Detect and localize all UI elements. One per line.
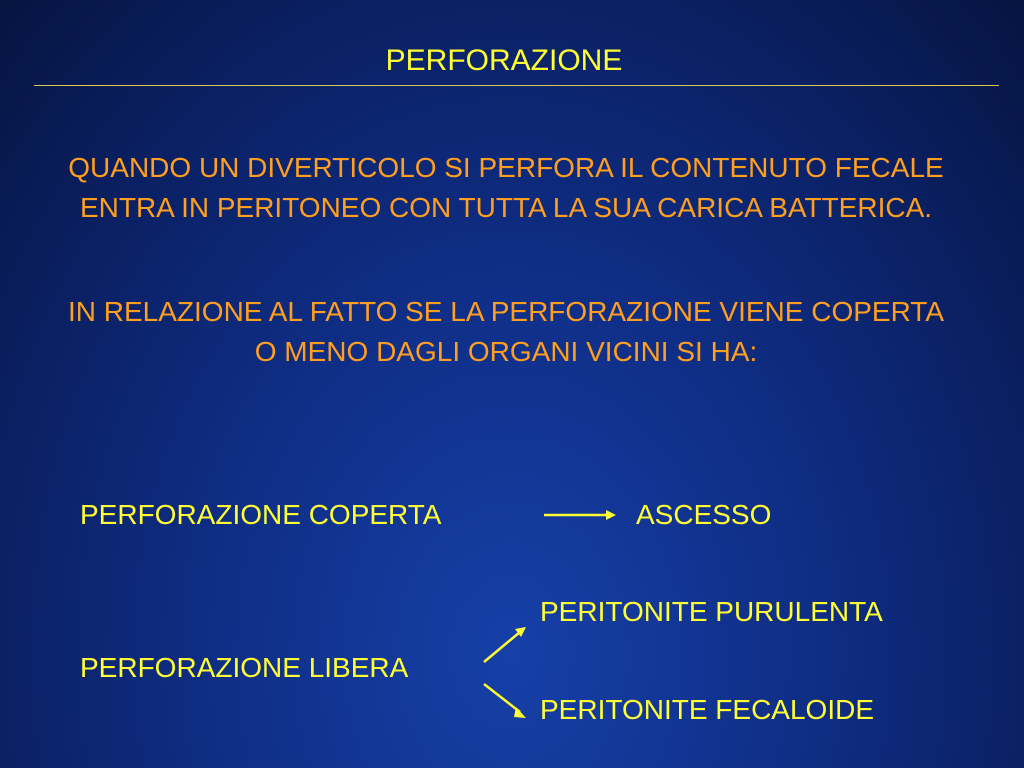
relation-paragraph: IN RELAZIONE AL FATTO SE LA PERFORAZIONE VIENE COPERTA O MENO DAGLI ORGANI VICINI SI HA: — [68, 296, 944, 367]
purulent-peritonitis-label: PERITONITE PURULENTA — [540, 596, 883, 627]
down-right-arrow-icon — [478, 676, 538, 736]
abscess-label: ASCESSO — [636, 499, 772, 530]
fecaloid-peritonitis-label: PERITONITE FECALOIDE — [540, 694, 874, 725]
right-arrow-icon — [544, 505, 624, 525]
slide-title: PERFORAZIONE — [385, 44, 623, 77]
covered-perforation-label: PERFORAZIONE COPERTA — [80, 499, 442, 530]
up-right-arrow-icon — [478, 624, 538, 684]
free-perforation-label: PERFORAZIONE LIBERA — [80, 652, 409, 683]
intro-paragraph: QUANDO UN DIVERTICOLO SI PERFORA IL CONTENUTO FECALE ENTRA IN PERITONEO CON TUTTA LA SUA CARICA BATTERICA. — [68, 152, 944, 223]
title-divider — [34, 85, 999, 86]
